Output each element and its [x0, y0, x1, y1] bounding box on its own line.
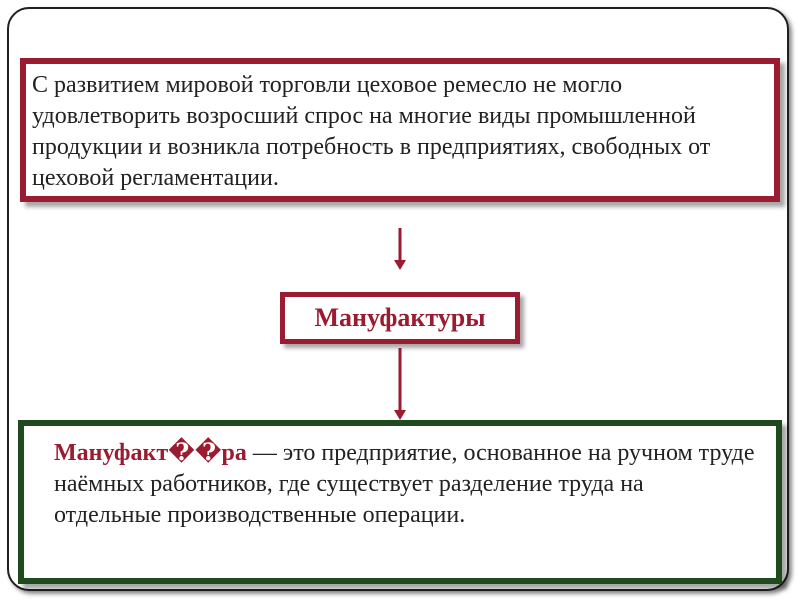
definition-text: — это предприятие, основанное на ручном труде наёмных работников, где существует разделение труда на отдельные производственные операции. [54, 440, 755, 528]
definition-box [18, 420, 782, 584]
definition-term: Мануфакт��ра [54, 440, 247, 466]
down-arrow-icon [392, 228, 408, 272]
manufactory-label-box [280, 292, 520, 344]
down-arrow-icon [392, 348, 408, 422]
manufactory-label: Мануфактуры [314, 303, 486, 332]
context-text-box [20, 58, 780, 202]
context-text: С развитием мировой торговли цеховое ремесло не могло удовлетворить возросший спрос на многие виды промышленной продукции и возникла потребность в предприятиях, свободных от цеховой регламентации. [32, 72, 711, 191]
